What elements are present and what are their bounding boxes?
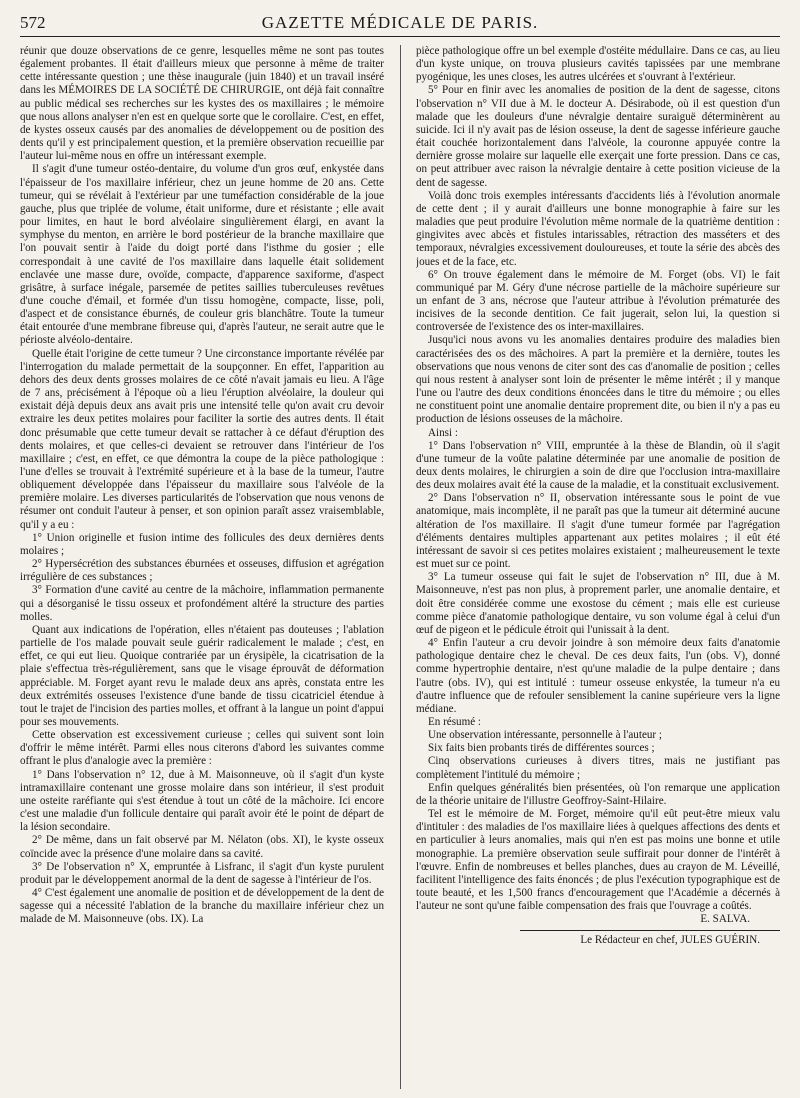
paragraph: En résumé : [428,715,481,728]
paragraph: 6° On trouve également dans le mémoire de M. Forget (obs. VI) le fait communiqué par M. Géry d'une nécrose partielle de la mâchoire supérieure sur un enfant de 3 ans, nécrose que l'auteur attribue à l'évolution prématurée des incisives de la seconde dentition. Ce fait jugerait, selon lui, la question si controversée de l'existence des os inter-maxillaires. [416,268,780,334]
paragraph: Enfin quelques généralités bien présentées, où l'on remarque une application de la théorie unitaire de l'illustre Geoffroy-Saint-Hilaire. [416,781,780,807]
journal-title: GAZETTE MÉDICALE DE PARIS. [261,13,539,32]
paragraph: Cette observation est excessivement curieuse ; celles qui suivent sont loin d'offrir le même intérêt. Parmi elles nous citerons d'abord les suivantes comme offrant le plus d'analogie avec la première : [20,729,384,768]
paragraph: Il s'agit d'une tumeur ostéo-dentaire, du volume d'un gros œuf, enkystée dans l'épaisseur de l'os maxillaire inférieur, chez un jeune homme de 20 ans. Cette tumeur, qui se révélait à l'extérieur par une tuméfaction considérable de la joue gauche, plus que triplée de volume, était uniforme, dure et résistante ; elle avait pour limites, en haut le bord alvéolaire singulièrement élargi, en avant la symphyse du menton, en arrière le bord postérieur de la branche maxillaire que l'on pouvait sentir à l'aide du doigt porté dans l'isthme du gosier ; elle correspondait à une cavité de l'os maxillaire dans laquelle était solidement enclavée une masse dure, ovoïde, compacte, d'apparence saxiforme, d'aspect grisâtre, à surface inégale, parsemée de petites saillies tuberculeuses revêtues d'une couche d'émail, et formée d'un tissu homogène, compacte, lisse, poli, d'aspect et de consistance éburnés, de couleur gris blanchâtre. Toute la tumeur était entourée d'une membrane fibreuse qui, d'après l'auteur, ne serait autre que le périoste alvéolo-dentaire. [20,163,384,347]
paragraph: Voilà donc trois exemples intéressants d'accidents liés à l'évolution anormale de cette dent ; il y aurait d'ailleurs une bonne monographie à faire sur les maladies que peut produire l'évolution même normale de la quatrième dentition : gingivites avec abcès et fistules intarissables, rétraction des masséters et des temporaux, névralgies excessivement douloureuses, et toute la série des abcès des joues et de la face, etc. [416,189,780,268]
paragraph: réunir que douze observations de ce genre, lesquelles même ne sont pas toutes également probantes. Il était d'ailleurs mieux que personne à même de traiter cette intéressante question ; une thèse inaugurale (juin 1840) et un travail inséré dans les MÉMOIRES DE LA SOCIÉTÉ DE CHIRURGIE, ont déjà fait connaître au public médical ses recherches sur les kystes des os maxillaires ; le mémoire que nous allons analyser n'en est en quelque sorte que le corollaire. C'est, en effet, de kystes osseux causés par des anomalies de développement ou de position des dents qu'il y est principalement question, et la première observation recueillie par l'auteur lui-même nous en offre un intéressant exemple. [20,45,384,163]
list-item: 4° C'est également une anomalie de position et de développement de la dent de sagesse qui a nécessité l'ablation de la branche du maxillaire inférieur chez un malade de M. Maisonneuve (obs. IX). La [20,887,384,926]
editor-line: Le Rédacteur en chef, JULES GUÉRIN. [580,934,760,947]
list-item: 3° La tumeur osseuse qui fait le sujet de l'observation n° III, due à M. Maisonneuve, n'est pas non plus, à proprement parler, une anomalie dentaire, et doit être considérée comme une exostose du cément ; mais elle est curieuse comme pièce d'anatomie pathologique dentaire, vu son volume égal à celui d'un œuf de pigeon et le pédicule étroit qui l'unissait à la dent. [416,571,780,636]
paragraph: Quelle était l'origine de cette tumeur ? Une circonstance importante révélée par l'interrogation du malade permettait de la soupçonner. En effet, l'apparition au dehors des deux dents grosses molaires de ce côté n'avait jamais eu lieu. A l'âge de 7 ans, précisément à l'époque où a lieu l'éruption alvéolaire, la douleur qui existait déjà depuis deux ans avait pris une intensité telle qu'on avait cru devoir extraire les deux petites molaires pour faciliter la sortie des autres dents. Il était donc présumable que cette tumeur devait se rattacher à ce défaut d'éruption des dents molaires, et que celles-ci devaient se retrouver dans l'intérieur de l'os maxillaire ; c'est, en effet, ce que démontra la coupe de la pièce pathologique : l'une d'elles se trouvait à l'extrémité supérieure et à la base de la tumeur, l'autre obliquement développée dans l'épaisseur du maxillaire sous l'alvéole de la première molaire. Les diverses particularités de l'observation que nous venons de résumer ont conduit l'auteur à penser, et son opinion paraît assez vraisemblable, qu'il y a eu : [20,347,384,531]
paragraph: Tel est le mémoire de M. Forget, mémoire qu'il eût peut-être mieux valu d'intituler : des maladies de l'os maxillaire liées à quelques affections des dents et en particulier à leurs anomalies, mais qui n'en est pas moins une bonne et utile monographie. La première observation seule suffirait pour donner de l'intérêt à l'œuvre. Enfin de nombreuses et belles planches, dues au crayon de M. Léveillé, facilitent l'intelligence des faits énoncés ; de plus l'exécution typographique est de toute beauté, et les 1,500 francs d'encouragement que l'Académie a décernés à l'auteur ne sont qu'une faible compensation des frais que l'ouvrage a coûtés. [416,808,780,913]
list-item: 3° Formation d'une cavité au centre de la mâchoire, inflammation permanente qui a désorganisé le tissu osseux et profondément altéré la structure des parties molles. [20,584,384,623]
list-item: 3° De l'observation n° X, empruntée à Lisfranc, il s'agit d'un kyste purulent produit par le développement anormal de la dent de sagesse à l'intérieur de l'os. [20,860,384,886]
paragraph: Jusqu'ici nous avons vu les anomalies dentaires produire des maladies bien caractérisées des os des mâchoires. A part la première et la dernière, toutes les observations que nous venons de citer sont des cas d'anomalie de position ; celles qui nous restent à analyser sont loin de présenter le même intérêt ; il y manque l'une ou l'autre des deux conditions énoncées dans le titre du mémoire ; ou elles ne constituent point une anomalie dentaire proprement dite, ou bien il n'y a pas eu production de lésions osseuses de la mâchoire. [416,334,780,426]
column-divider [400,45,401,1089]
paragraph: pièce pathologique offre un bel exemple d'ostéite médullaire. Dans ce cas, au lieu d'un kyste unique, on trouva plusieurs cavités tapissées par une membrane pyogénique, les unes closes, les autres ulcérées et s'ouvrant à l'extérieur. [416,45,780,84]
signature-rule [520,930,780,931]
list-item: 2° Dans l'observation n° II, observation intéressante sous le point de vue anatomique, mais incomplète, il ne paraît pas que la tumeur ait déterminé aucune altération de l'os maxillaire. Il s'agit d'une tumeur formée par l'agrégation d'éléments dentaires multiples appartenant aux petites molaires ; il eût été intéressant de savoir si ces petites molaires existaient ; malheureusement le texte est muet sur ce point. [416,492,780,571]
list-item: 1° Dans l'observation n° 12, due à M. Maisonneuve, où il s'agit d'un kyste intramaxillaire contenant une grosse molaire dans son intérieur, il s'est produit une osteite raréfiante qui s'est étendue à tout un côté de la mâchoire. Ici encore c'est une maladie d'un follicule dentaire qui paraît avoir été le point de départ de la lésion secondaire. [20,768,384,834]
paragraph: Quant aux indications de l'opération, elles n'étaient pas douteuses ; l'ablation partielle de l'os malade pouvait seule guérir radicalement le malade ; c'est, en effet, ce qui eut lieu. Quoique contrariée par un érysipèle, la cicatrisation de la plaie s'effectua très-régulièrement, sans que le visage éprouvât de déformation appréciable. M. Forget ayant revu le malade deux ans après, constata entre les deux extrémités osseuses l'existence d'une bande de tissu cicatriciel étendue à tout le trajet de l'incision des parties molles, et offrant à la langue un point d'appui pour ses mouvements. [20,623,384,728]
list-item: 1° Union originelle et fusion intime des follicules des deux dernières dents molaires ; [20,531,384,557]
paragraph: Six faits bien probants tirés de différentes sources ; [428,742,655,755]
right-column [416,45,780,1089]
paragraph: 5° Pour en finir avec les anomalies de position de la dent de sagesse, citons l'observation n° VII due à M. le docteur A. Désirabode, où il est question d'un malade que les douleurs d'une névralgie dentaire suraiguë déterminèrent au suicide. Ici il n'y avait pas de lésion osseuse, la dent de sagesse inférieure gauche était couchée horizontalement dans l'alvéole, la couronne appuyée contre la dernière grosse molaire sur laquelle elle exerçait une forte pression. Dans ce cas, on peut attribuer avec raison la névralgie dentaire à cette position vicieuse de la dent de sagesse. [416,84,780,189]
list-item: 2° Hypersécrétion des substances éburnées et osseuses, diffusion et agrégation irrégulière de ces substances ; [20,558,384,584]
left-column [20,45,384,1089]
page-header [20,12,780,37]
page-number: 572 [20,13,46,32]
author-signature: E. SALVA. [700,913,750,926]
list-item: 1° Dans l'observation n° VIII, empruntée à la thèse de Blandin, où il s'agit d'une tumeur de la voûte palatine déterminée par une anomalie de position de deux dents molaires, le chirurgien a soin de dire que l'occlusion intra-maxillaire des deux molaires avait été la cause de la maladie, et la constituait exclusivement. [416,439,780,492]
paragraph: Une observation intéressante, personnelle à l'auteur ; [428,729,662,742]
article-columns [20,45,780,1089]
newspaper-page [20,12,780,1092]
paragraph: Ainsi : [428,426,458,439]
paragraph: Cinq observations curieuses à divers titres, mais ne justifiant pas complètement l'intitulé du mémoire ; [416,755,780,781]
list-item: 4° Enfin l'auteur a cru devoir joindre à son mémoire deux faits d'anatomie pathologique dentaire chez le cheval. De ces deux faits, l'un (obs. V), donné comme hypertrophie dentaire, n'est qu'une maladie de la pulpe dentaire ; dans l'autre (obs. IV), qui est intitulé : tumeur osseuse enkystée, la tumeur n'a eu d'autre influence que de refouler sensiblement la canine supérieure vers la ligne médiane. [416,637,780,715]
list-item: 2° De même, dans un fait observé par M. Nélaton (obs. XI), le kyste osseux coïncide avec la présence d'une molaire dans sa cavité. [20,834,384,860]
